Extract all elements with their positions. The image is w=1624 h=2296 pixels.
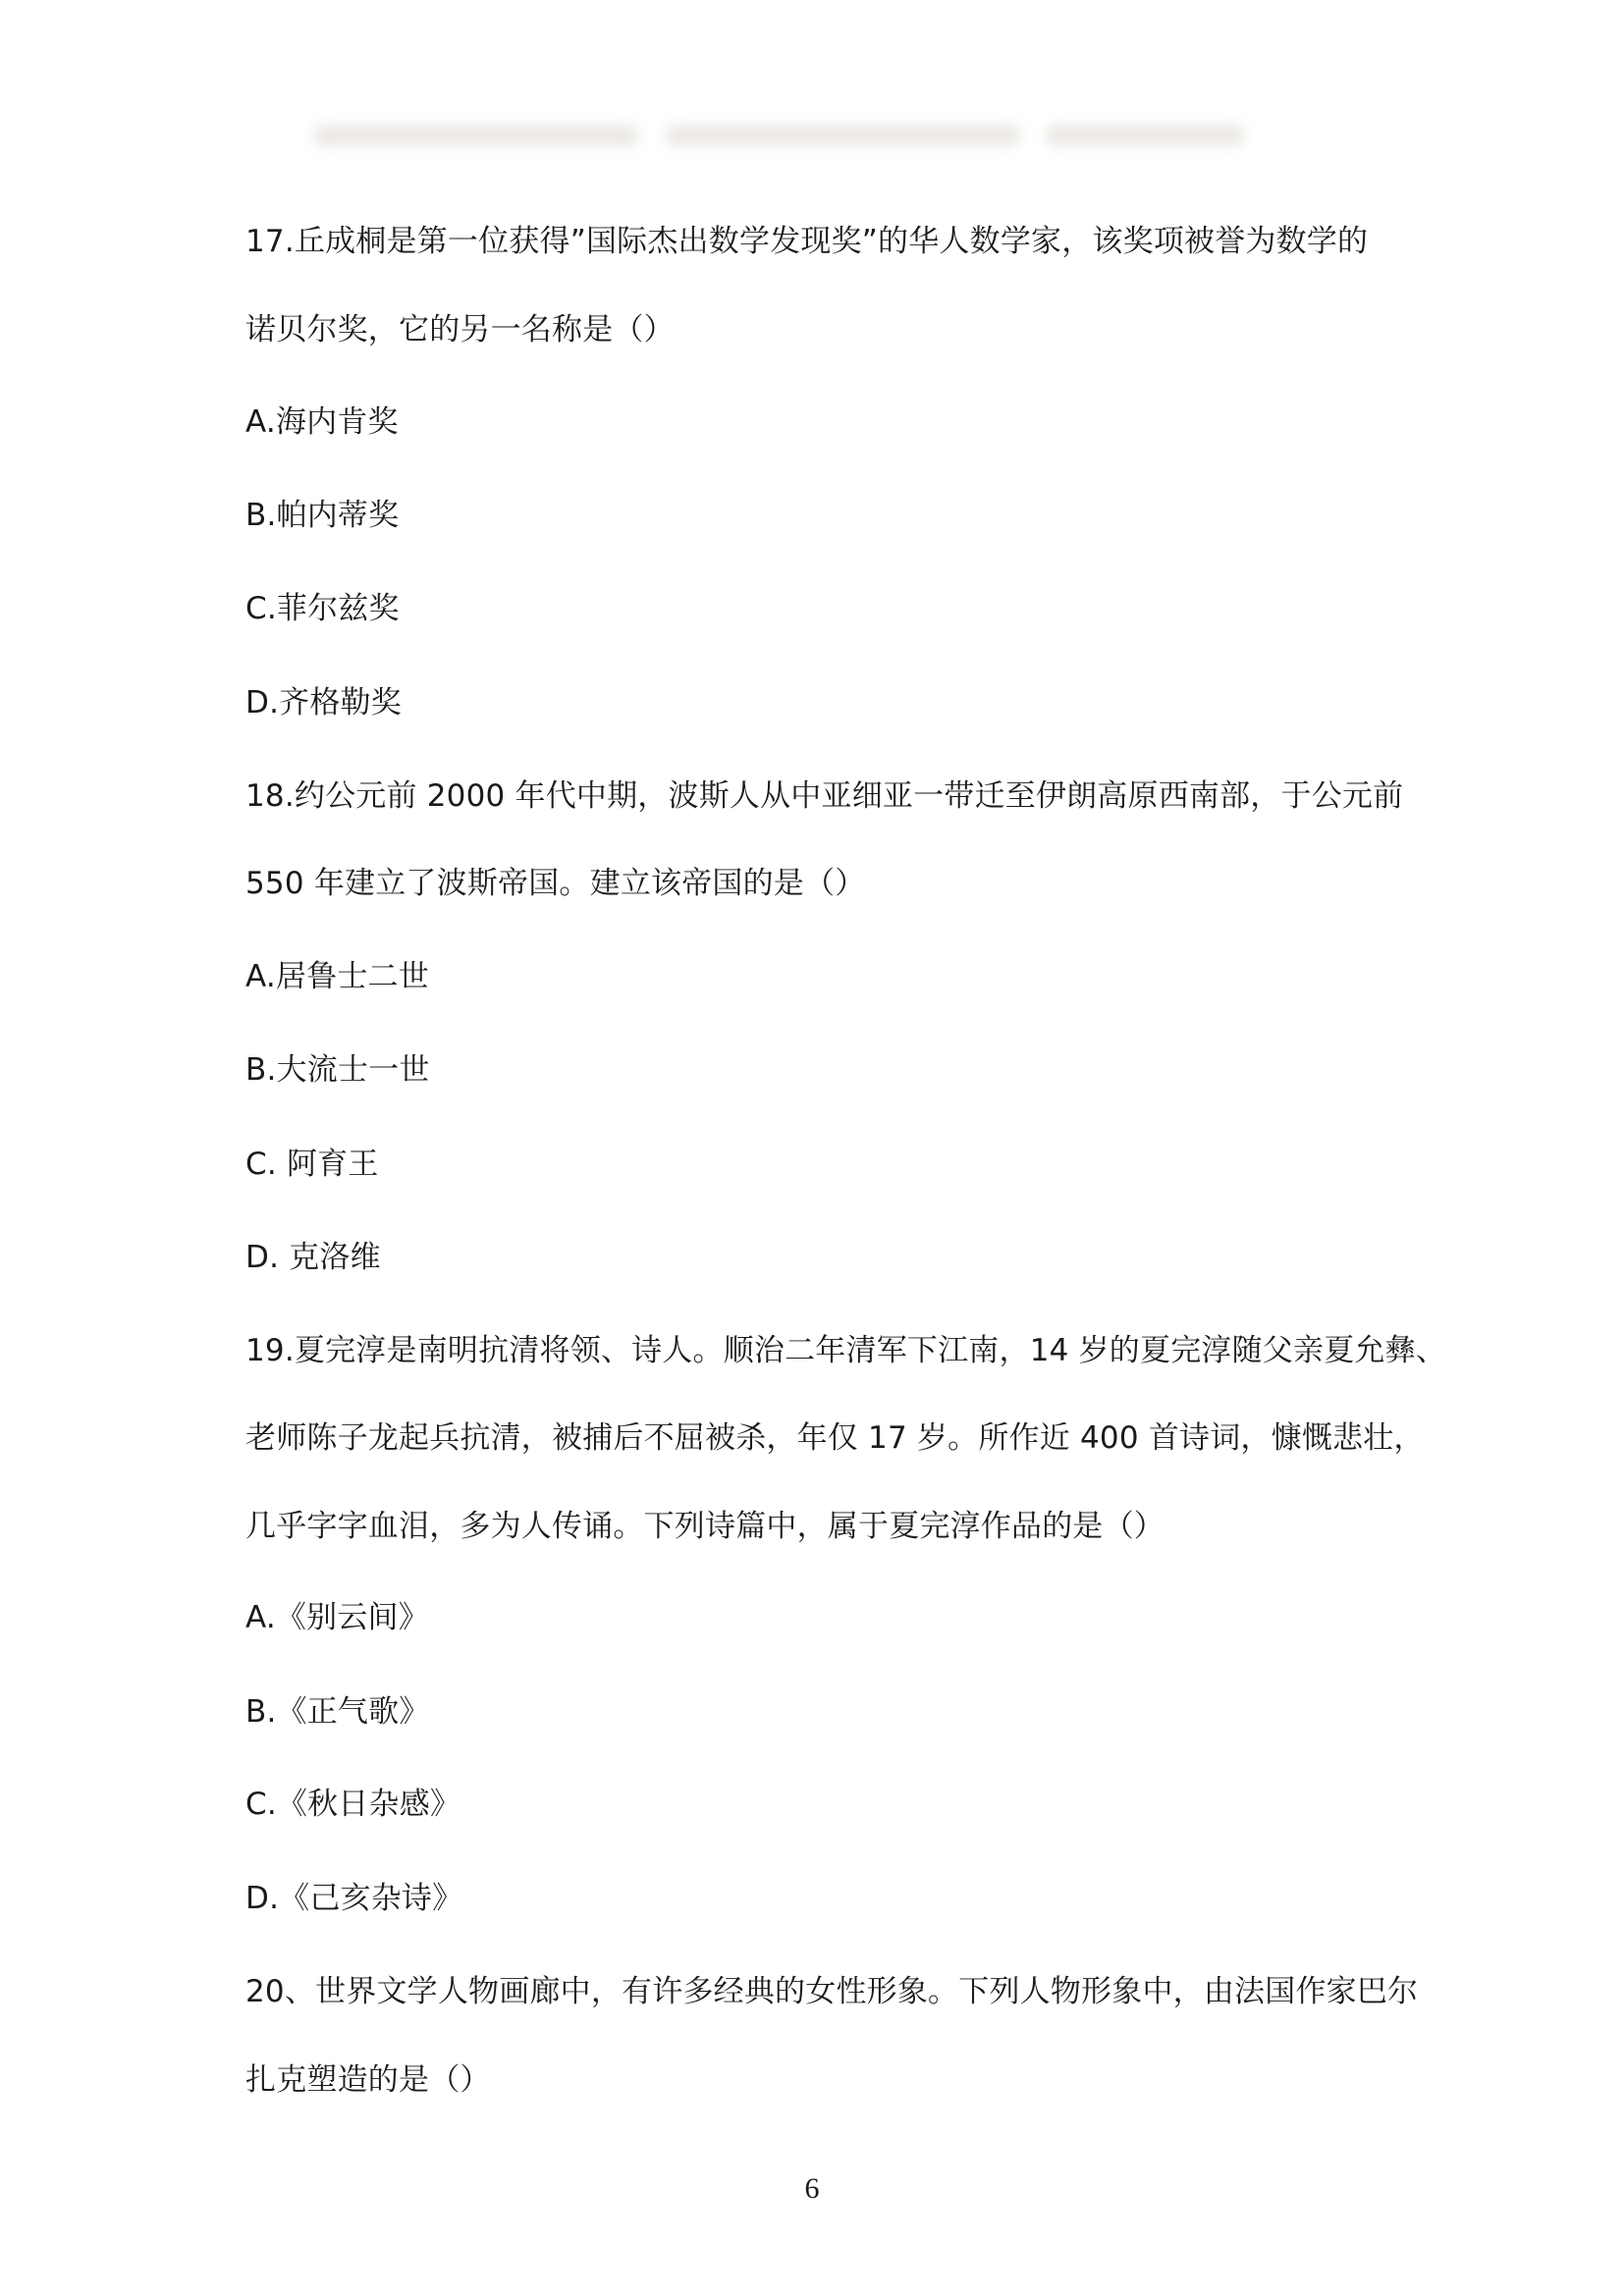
question-18-option-d: D. 克洛维 (245, 1240, 381, 1275)
question-17-option-a: A.海内肯奖 (245, 404, 399, 440)
question-18-option-a: A.居鲁士二世 (245, 959, 429, 994)
question-17-option-c: C.菲尔兹奖 (245, 591, 400, 626)
question-18-option-b: B.大流士一世 (245, 1052, 430, 1088)
blurred-header (314, 116, 1306, 155)
question-17-line-2: 诺贝尔奖，它的另一名称是（） (245, 312, 675, 347)
question-19-line-3: 几乎字字血泪，多为人传诵。下列诗篇中，属于夏完淳作品的是（） (245, 1509, 1164, 1544)
question-17-option-d: D.齐格勒奖 (245, 685, 402, 721)
question-17-option-b: B.帕内蒂奖 (245, 498, 400, 533)
question-19-option-c: C.《秋日杂感》 (245, 1787, 461, 1822)
question-20-line-1: 20、世界文学人物画廊中，有许多经典的女性形象。下列人物形象中，由法国作家巴尔 (245, 1974, 1419, 2009)
question-18-line-2: 550 年建立了波斯帝国。建立该帝国的是（） (245, 866, 866, 901)
question-17-line-1: 17.丘成桐是第一位获得”国际杰出数学发现奖”的华人数学家，该奖项被誉为数学的 (245, 224, 1369, 259)
question-19-line-2: 老师陈子龙起兵抗清，被捕后不屈被杀，年仅 17 岁。所作近 400 首诗词，慷慨悲壮， (245, 1420, 1425, 1456)
question-19-option-d: D.《己亥杂诗》 (245, 1881, 463, 1916)
question-19-option-a: A.《别云间》 (245, 1600, 429, 1635)
question-20-line-2: 扎克塑造的是（） (245, 2062, 491, 2098)
page-number: 6 (804, 2172, 820, 2205)
question-19-option-b: B.《正气歌》 (245, 1694, 430, 1730)
question-18-option-c: C. 阿育王 (245, 1147, 379, 1182)
question-18-line-1: 18.约公元前 2000 年代中期，波斯人从中亚细亚一带迁至伊朗高原西南部，于公元前 (245, 778, 1404, 814)
question-19-line-1: 19.夏完淳是南明抗清将领、诗人。顺治二年清军下江南，14 岁的夏完淳随父亲夏允彝、 (245, 1333, 1446, 1368)
